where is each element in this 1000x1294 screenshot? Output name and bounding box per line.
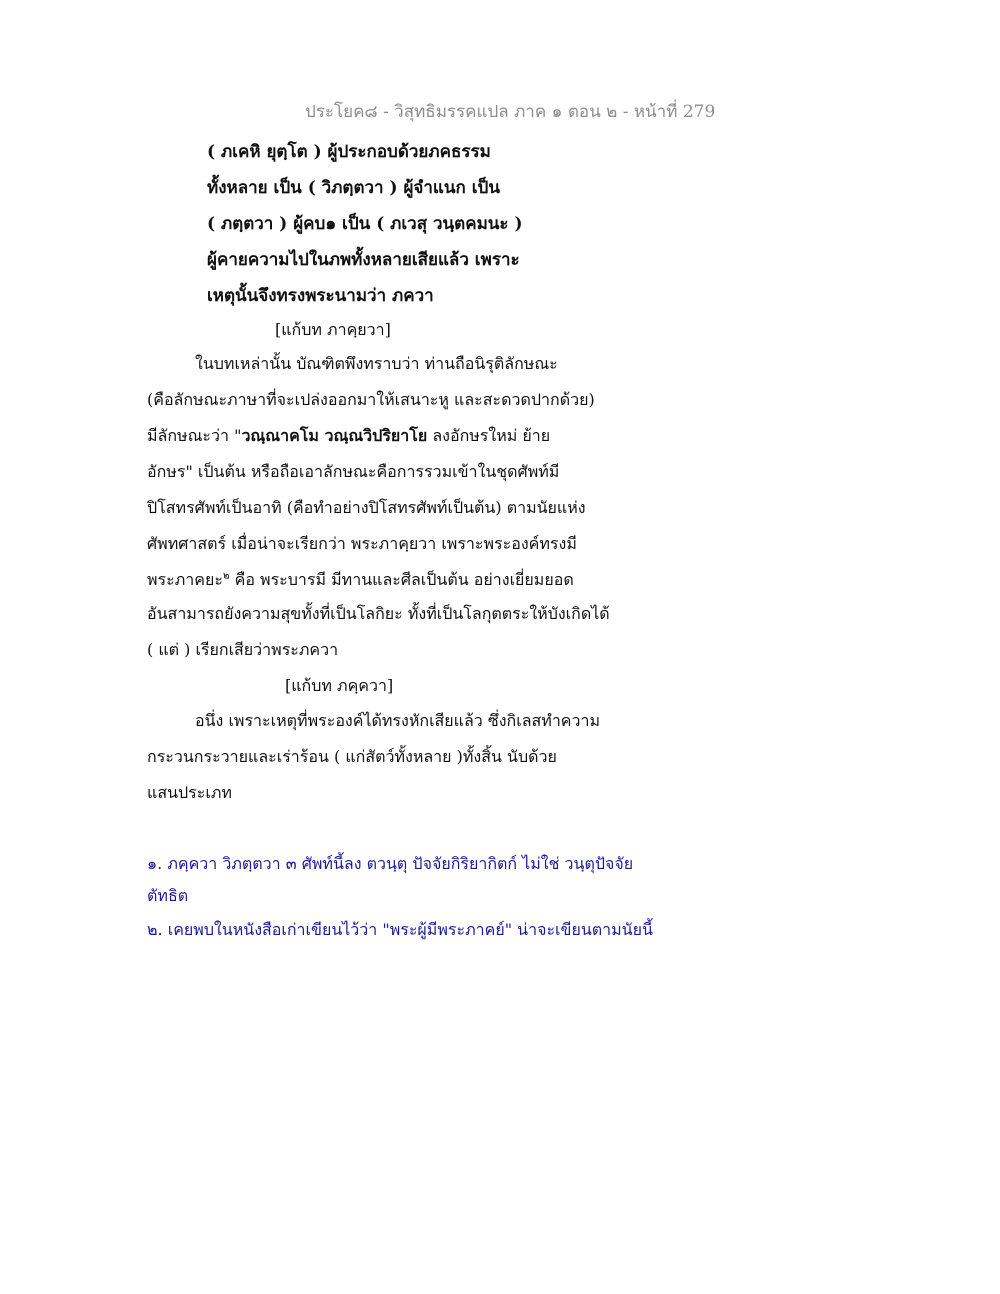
para1-line-5: ปิโสทรศัพท์เป็นอาทิ (คือทำอย่างปิโสทรศัพท์เป็นต้น) ตามนัยแห่ง xyxy=(147,498,586,517)
footnote-1-line-1: ๑. ภคฺควา วิภตฺตวา ๓ ศัพท์นี้ลง ตวนฺตุ ปัจจัยกิริยากิตก์ ไม่ใช่ วนฺตุปัจจัย xyxy=(147,854,634,873)
para1-line-3-bold: วณฺณาคโม วณฺณวิปริยาโย xyxy=(241,426,428,445)
verse-line-4: ผู้คายความไปในภพทั้งหลายเสียแล้ว เพราะ xyxy=(207,250,520,270)
para1-line-3-pre: มีลักษณะว่า " xyxy=(147,426,242,445)
footnote-2: ๒. เคยพบในหนังสือเก่าเขียนไว้ว่า "พระผู้มีพระภาคย์" น่าจะเขียนตามนัยนี้ xyxy=(147,920,653,939)
section-ref-bhakyava: [แก้บท ภาคฺยวา] xyxy=(275,320,391,339)
para1-line-8: อันสามารถยังความสุขทั้งที่เป็นโลกิยะ ทั้งที่เป็นโลกุตตระให้บังเกิดได้ xyxy=(147,604,610,623)
para1-line-7-pre: พระภาคยะ xyxy=(147,570,223,589)
para1-line-7 xyxy=(147,568,574,593)
verse-line-5: เหตุนั้นจึงทรงพระนามว่า ภควา xyxy=(207,286,434,306)
para1-line-3-post: ลงอักษรใหม่ ย้าย xyxy=(427,426,551,445)
para1-line-3 xyxy=(147,424,550,449)
para2-line-2: กระวนกระวายและเร่าร้อน ( แก่สัตว์ทั้งหลาย )ทั้งสิ้น นับด้วย xyxy=(147,747,557,766)
section-ref-bhakkava: [แก้บท ภคฺควา] xyxy=(285,676,394,695)
para1-line-7-post: คือ พระบารมี มีทานและศีลเป็นต้น อย่างเยี่ยมยอด xyxy=(229,570,574,589)
page-header: ประโยค๘ - วิสุทธิมรรคแปล ภาค ๑ ตอน ๒ - หน้าที่ 279 xyxy=(305,102,716,122)
para2-line-1: อนึ่ง เพราะเหตุที่พระองค์ได้ทรงหักเสียแล้ว ซึ่งกิเลสทำความ xyxy=(195,711,601,730)
para1-line-1: ในบทเหล่านั้น บัณฑิตพึงทราบว่า ท่านถือนิรุติลักษณะ xyxy=(195,354,558,373)
verse-line-1: ( ภเคหิ ยุตฺโต ) ผู้ประกอบด้วยภคธรรม xyxy=(207,142,491,162)
footnote-1-line-2: ตัทธิต xyxy=(147,886,189,905)
para1-line-4: อักษร" เป็นต้น หรือถือเอาลักษณะคือการรวมเข้าในชุดศัพท์มี xyxy=(147,462,560,481)
para1-line-6: ศัพทศาสตร์ เมื่อน่าจะเรียกว่า พระภาคฺยวา เพราะพระองค์ทรงมี xyxy=(147,534,577,553)
footnote-marker-2: ๒ xyxy=(222,570,230,582)
para1-line-2: (คือลักษณะภาษาที่จะเปล่งออกมาให้เสนาะหู และสะดวดปากด้วย) xyxy=(147,390,595,409)
para1-line-9: ( แต่ ) เรียกเสียว่าพระภควา xyxy=(147,640,339,659)
verse-line-3: ( ภตฺตวา ) ผู้คบ๑ เป็น ( ภเวสุ วนฺตคมนะ ) xyxy=(207,214,523,234)
para2-line-3: แสนประเภท xyxy=(147,783,232,802)
verse-line-2: ทั้งหลาย เป็น ( วิภตฺตวา ) ผู้จำแนก เป็น xyxy=(207,178,500,198)
